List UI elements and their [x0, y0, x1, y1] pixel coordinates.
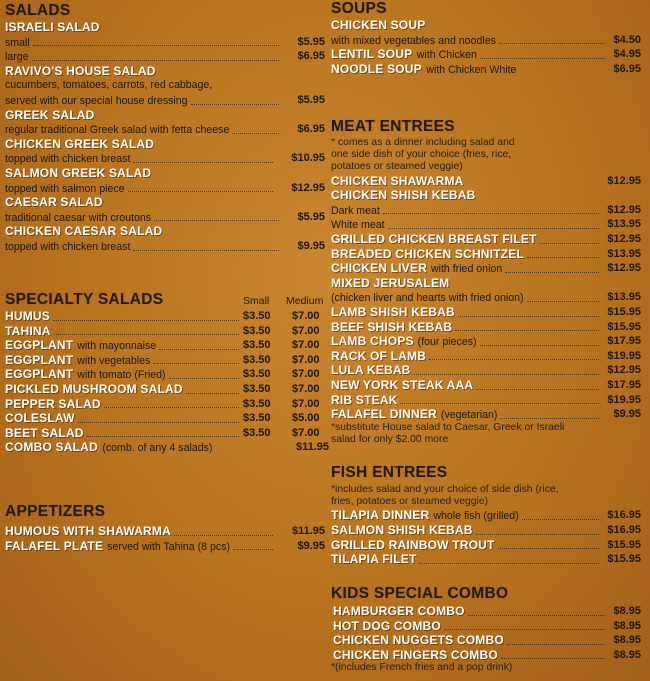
- meat-row-name: CHICKEN LIVER: [331, 261, 427, 276]
- small-column-label: Small: [243, 295, 270, 307]
- leader-dots: [468, 604, 605, 616]
- greek-salad-name: GREEK SALAD: [5, 107, 95, 122]
- caesar-desc-row: [5, 210, 325, 225]
- appetizer-row-price: $9.95: [297, 539, 325, 552]
- kids-name: CHICKEN NUGGETS COMBO: [333, 633, 504, 648]
- substitute-note-line1: *substitute House salad to Caesar, Greek or Israeli: [331, 421, 565, 433]
- salads-section: [5, 2, 325, 254]
- combo-salad-desc: (comb. of any 4 salads): [102, 442, 213, 455]
- noodle-soup-desc: with Chicken White: [426, 63, 517, 76]
- chicken-caesar-desc-row: [5, 239, 325, 254]
- specialty-small-price: $3.50: [243, 397, 271, 410]
- meat-row-price: $12.95: [607, 262, 641, 275]
- leader-dots: [191, 93, 279, 105]
- specialty-desc: with mayonnaise: [77, 340, 157, 353]
- chicken-shawarma-name: CHICKEN SHAWARMA: [331, 173, 464, 188]
- kids-name: HOT DOG COMBO: [333, 618, 441, 633]
- meat-row-desc: (four pieces): [417, 336, 477, 349]
- leader-dots: [388, 217, 599, 229]
- specialty-medium-price: $5.00: [292, 412, 320, 425]
- meat-row-price: $15.95: [607, 305, 641, 318]
- kids-note: *(includes French fries and a pop drink): [331, 662, 513, 674]
- meat-row-desc: with fried onion: [430, 263, 503, 276]
- specialty-small-price: $3.50: [243, 324, 271, 337]
- kids-price: $8.95: [613, 619, 641, 632]
- israeli-large-label: large: [5, 51, 29, 64]
- meat-row-name: NEW YORK STEAK AAA: [331, 377, 474, 392]
- meat-row-price: $17.95: [607, 378, 641, 391]
- combo-salad-price: $11.95: [295, 441, 329, 454]
- leader-dots: [169, 367, 239, 379]
- leader-dots: [499, 33, 605, 45]
- chicken-shawarma-price: $12.95: [607, 174, 641, 187]
- leader-dots: [414, 363, 599, 375]
- specialty-small-price: $3.50: [243, 310, 271, 322]
- specialty-medium-price: $7.00: [292, 426, 320, 439]
- lentil-soup-price: $4.95: [613, 48, 641, 61]
- leader-dots: [33, 35, 279, 47]
- appetizer-row-price: $11.95: [291, 525, 325, 537]
- meat-row-price: $9.95: [613, 408, 641, 421]
- israeli-small-price: $5.95: [297, 35, 325, 48]
- meat-note-line3: potatoes or steamed veggie): [331, 161, 463, 173]
- leader-dots: [500, 407, 599, 419]
- kids-row: [331, 604, 641, 619]
- meat-row: [331, 363, 641, 378]
- leader-dots: [133, 151, 273, 163]
- white-meat-price: $13.95: [607, 218, 641, 231]
- meat-row-name: LULA KEBAB: [331, 363, 411, 378]
- meat-row-desc: (vegetarian): [440, 409, 498, 422]
- ravivo-desc-line2: served with our special house dressing: [5, 94, 188, 107]
- leader-dots: [53, 309, 239, 321]
- specialty-name: BEET SALAD: [5, 425, 84, 440]
- leader-dots: [104, 397, 239, 409]
- noodle-soup-row: [331, 62, 641, 77]
- substitute-note-line2: salad for only $2.00 more: [331, 433, 449, 445]
- meat-row-price: $17.95: [607, 335, 641, 348]
- israeli-large-price: $6.95: [297, 50, 325, 63]
- specialty-small-price: $3.50: [243, 368, 271, 381]
- meat-row: [331, 334, 641, 349]
- meat-row: [331, 305, 641, 320]
- leader-dots: [159, 338, 239, 350]
- appetizers-title: APPETIZERS: [5, 503, 106, 520]
- salmon-greek-price: $12.95: [291, 181, 325, 194]
- leader-dots: [87, 426, 239, 438]
- greek-desc-row: [5, 122, 325, 137]
- meat-row-price: $12.95: [607, 364, 641, 377]
- chicken-greek-desc-row: [5, 151, 325, 166]
- mixed-jerusalem-desc: (chicken liver and hearts with fried onion): [331, 292, 524, 305]
- fish-row-price: $16.95: [607, 524, 641, 536]
- meat-note-line2: one side dish of your choice (fries, rice,: [331, 149, 512, 161]
- meat-row-price: $19.95: [607, 393, 641, 406]
- caesar-price: $5.95: [297, 210, 325, 223]
- meat-row-name: BEEF SHISH KEBAB: [331, 319, 453, 334]
- white-meat-label: White meat: [331, 219, 385, 232]
- fish-title: FISH ENTREES: [331, 464, 448, 481]
- leader-dots: [458, 305, 599, 317]
- chicken-soup-name: CHICKEN SOUP: [331, 18, 426, 32]
- specialty-medium-price: $7.00: [292, 339, 320, 352]
- fish-row-desc: whole fish (grilled): [433, 510, 519, 523]
- soups-section: [331, 0, 641, 76]
- israeli-small-label: small: [5, 36, 30, 49]
- salmon-greek-name: SALMON GREEK SALAD: [5, 165, 152, 180]
- leader-dots: [527, 290, 599, 302]
- mixed-jerusalem-desc-row: [331, 290, 641, 305]
- fish-list: [331, 508, 641, 566]
- meat-row: [331, 247, 641, 262]
- appetizers-section: [5, 503, 325, 553]
- specialty-medium-price: $7.00: [292, 310, 320, 322]
- leader-dots: [527, 247, 599, 259]
- ravivo-desc-row: [5, 93, 325, 108]
- specialty-small-price: $3.50: [243, 339, 271, 352]
- leader-dots: [522, 508, 599, 520]
- fish-row-name: TILAPIA DINNER: [331, 508, 430, 523]
- fish-note-line2: fries, potatoes or steamed veggie): [331, 496, 489, 508]
- kids-name: CHICKEN FINGERS COMBO: [333, 647, 498, 662]
- fish-row-name: SALMON SHISH KEBAB: [331, 523, 473, 537]
- white-meat-row: [331, 217, 641, 232]
- salmon-greek-desc-row: [5, 181, 325, 196]
- mixed-jerusalem-price: $13.95: [607, 291, 641, 304]
- lentil-soup-row: [331, 47, 641, 62]
- israeli-small-row: [5, 35, 325, 50]
- kids-name: HAMBURGER COMBO: [333, 604, 465, 618]
- kids-price: $8.95: [613, 605, 641, 617]
- meat-row-name: LAMB SHISH KEBAB: [331, 304, 455, 319]
- chicken-soup-desc: with mixed vegetables and noodles: [331, 34, 496, 47]
- chicken-soup-desc-row: [331, 33, 641, 48]
- meat-row-name: BREADED CHICKEN SCHNITZEL: [331, 246, 525, 261]
- caesar-salad-name: CAESAR SALAD: [5, 195, 103, 210]
- specialty-header-row: [5, 291, 325, 309]
- leader-dots: [186, 382, 239, 394]
- dark-meat-label: Dark meat: [331, 204, 380, 217]
- leader-dots: [480, 334, 599, 346]
- ravivo-desc-line1: cucumbers, tomatoes, carrots, red cabbage,: [5, 79, 213, 92]
- lentil-soup-name: LENTIL SOUP: [331, 47, 413, 62]
- appetizer-row: [5, 524, 325, 539]
- specialty-medium-price: $7.00: [292, 397, 320, 410]
- specialty-name: EGGPLANT: [5, 352, 74, 367]
- meat-note-line1: * comes as a dinner including salad and: [331, 137, 515, 148]
- specialty-row: [5, 309, 325, 324]
- israeli-large-row: [5, 49, 325, 64]
- dark-meat-row: [331, 203, 641, 218]
- chicken-greek-price: $10.95: [291, 152, 325, 165]
- fish-row-price: $15.95: [607, 538, 641, 551]
- meat-row-name: RACK OF LAMB: [331, 348, 427, 363]
- fish-row: [331, 508, 641, 523]
- leader-dots: [153, 353, 239, 365]
- mixed-jerusalem-name: MIXED JERUSALEM: [331, 275, 450, 290]
- medium-column-label: Medium: [286, 295, 324, 307]
- meat-title: MEAT ENTREES: [331, 118, 455, 135]
- meat-row-name: LAMB CHOPS: [331, 334, 414, 349]
- fish-row-name: TILAPIA FILET: [331, 552, 417, 567]
- appetizer-row-name: FALAFEL PLATE: [5, 538, 104, 553]
- israeli-salad-name: ISRAELI SALAD: [5, 20, 100, 34]
- meat-row: [331, 393, 641, 408]
- lentil-soup-desc: with Chicken: [416, 49, 477, 62]
- specialty-medium-price: $7.00: [292, 382, 320, 395]
- kids-combo-section: [331, 585, 641, 675]
- specialty-desc: with vegetables: [77, 354, 151, 367]
- noodle-soup-price: $6.95: [613, 62, 641, 75]
- specialty-row: [5, 426, 325, 441]
- leader-dots: [419, 552, 599, 564]
- specialty-salads-section: [5, 291, 329, 455]
- chicken-shawarma-row: [331, 174, 641, 189]
- ravivo-salad-name: RAVIVO'S HOUSE SALAD: [5, 63, 156, 78]
- specialty-row: [5, 367, 325, 382]
- specialty-row: [5, 338, 325, 353]
- specialty-row: [5, 382, 325, 397]
- soups-title: SOUPS: [331, 0, 387, 17]
- meat-row: [331, 320, 641, 335]
- meat-row-name: RIB STEAK: [331, 392, 398, 407]
- specialty-small-price: $3.50: [243, 412, 271, 425]
- specialty-title: SPECIALTY SALADS: [5, 291, 164, 308]
- dark-meat-price: $12.95: [607, 203, 641, 216]
- kids-row: [331, 619, 641, 634]
- leader-dots: [540, 232, 599, 244]
- leader-dots: [232, 122, 279, 134]
- meat-row-price: $13.95: [607, 247, 641, 260]
- fish-row: [331, 538, 641, 553]
- caesar-desc: traditional caesar with croutons: [5, 211, 152, 224]
- appetizer-row-desc: served with Tahina (8 pcs): [107, 540, 231, 553]
- kids-price: $8.95: [613, 648, 641, 661]
- specialty-medium-price: $7.00: [292, 353, 320, 366]
- leader-dots: [400, 393, 599, 405]
- specialty-name: PEPPER SALAD: [5, 396, 101, 411]
- leader-dots: [174, 524, 273, 536]
- chicken-soup-price: $4.50: [613, 33, 641, 46]
- appetizers-list: [5, 524, 325, 553]
- leader-dots: [444, 619, 605, 631]
- meat-row-name: GRILLED CHICKEN BREAST FILET: [331, 231, 537, 246]
- leader-dots: [501, 648, 605, 660]
- specialty-name: EGGPLANT: [5, 367, 74, 382]
- chicken-caesar-desc: topped with chicken breast: [5, 240, 131, 253]
- leader-dots: [78, 411, 239, 423]
- specialty-name: TAHINA: [5, 323, 51, 338]
- specialty-list: [5, 309, 325, 440]
- specialty-medium-price: $7.00: [292, 324, 320, 337]
- leader-dots: [383, 203, 599, 215]
- specialty-desc: with tomato (Fried): [77, 369, 166, 382]
- leader-dots: [429, 349, 599, 361]
- meat-row-price: $19.95: [607, 349, 641, 362]
- fish-row-price: $15.95: [607, 553, 641, 566]
- meat-row: [331, 378, 641, 393]
- specialty-name: HUMUS: [5, 309, 50, 323]
- leader-dots: [507, 633, 605, 645]
- kids-row: [331, 648, 641, 663]
- fish-row-name: GRILLED RAINBOW TROUT: [331, 537, 495, 552]
- meat-row: [331, 407, 641, 422]
- meat-entrees-section: [331, 118, 641, 446]
- salmon-greek-desc: topped with salmon piece: [5, 182, 125, 195]
- specialty-row: [5, 411, 325, 426]
- leader-dots: [476, 378, 599, 390]
- chicken-shish-name: CHICKEN SHISH KEBAB: [331, 188, 476, 203]
- fish-entrees-section: [331, 464, 641, 567]
- leader-dots: [476, 523, 599, 535]
- specialty-row: [5, 324, 325, 339]
- leader-dots: [154, 210, 279, 222]
- meat-row: [331, 261, 641, 276]
- specialty-medium-price: $7.00: [292, 368, 320, 381]
- leader-dots: [480, 47, 605, 59]
- leader-dots: [505, 261, 599, 273]
- leader-dots: [455, 320, 599, 332]
- meat-row: [331, 349, 641, 364]
- kids-list: [331, 604, 641, 662]
- meat-row-name: FALAFEL DINNER: [331, 407, 437, 422]
- leader-dots: [498, 538, 599, 550]
- meat-row-price: $15.95: [607, 320, 641, 333]
- chicken-caesar-name: CHICKEN CAESAR SALAD: [5, 224, 163, 239]
- leader-dots: [133, 239, 279, 251]
- combo-salad-row: [5, 440, 329, 455]
- greek-price: $6.95: [297, 123, 325, 136]
- specialty-name: COLESLAW: [5, 411, 75, 426]
- leader-dots: [32, 49, 279, 61]
- specialty-name: EGGPLANT: [5, 338, 74, 353]
- noodle-soup-name: NOODLE SOUP: [331, 61, 422, 76]
- fish-row-price: $16.95: [607, 509, 641, 522]
- specialty-row: [5, 397, 325, 412]
- meat-list-b: [331, 305, 641, 422]
- leader-dots: [54, 324, 239, 336]
- specialty-small-price: $3.50: [243, 426, 271, 439]
- fish-row: [331, 523, 641, 538]
- appetizer-row-name: HUMOUS WITH SHAWARMA: [5, 524, 171, 538]
- kids-price: $8.95: [613, 634, 641, 647]
- meat-list-a: [331, 232, 641, 276]
- specialty-small-price: $3.50: [243, 353, 271, 366]
- leader-dots: [233, 539, 273, 551]
- kids-title: KIDS SPECIAL COMBO: [331, 585, 509, 602]
- specialty-name: PICKLED MUSHROOM SALAD: [5, 381, 183, 396]
- leader-dots: [128, 181, 273, 193]
- fish-note-line1: *includes salad and your choice of side dish (rice,: [331, 484, 559, 495]
- salads-title: SALADS: [5, 2, 71, 19]
- fish-row: [331, 552, 641, 567]
- chicken-greek-name: CHICKEN GREEK SALAD: [5, 136, 155, 151]
- specialty-small-price: $3.50: [243, 382, 271, 395]
- ravivo-price: $5.95: [297, 93, 325, 106]
- chicken-greek-desc: topped with chicken breast: [5, 153, 131, 166]
- greek-desc: regular traditional Greek salad with fetta cheese: [5, 124, 230, 137]
- meat-row-price: $12.95: [607, 232, 641, 245]
- meat-row: [331, 232, 641, 247]
- combo-salad-name: COMBO SALAD: [5, 440, 98, 455]
- kids-row: [331, 633, 641, 648]
- appetizer-row: [5, 539, 325, 554]
- chicken-caesar-price: $9.95: [297, 239, 325, 252]
- specialty-row: [5, 353, 325, 368]
